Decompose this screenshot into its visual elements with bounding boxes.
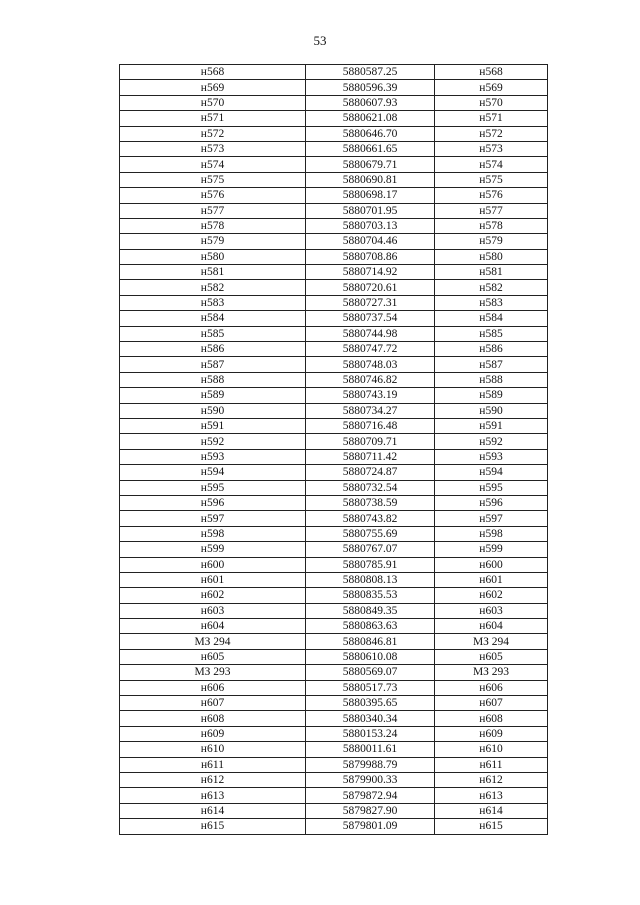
point-name-repeat-cell: н604: [435, 619, 548, 634]
point-name-repeat-cell: н581: [435, 265, 548, 280]
table-row: [120, 465, 548, 480]
table-row: [120, 665, 548, 680]
point-name-cell: н573: [120, 141, 306, 156]
coordinate-cell: 5880704.46: [306, 234, 435, 249]
point-name-cell: н611: [120, 757, 306, 772]
point-name-cell: н600: [120, 557, 306, 572]
point-name-cell: н604: [120, 619, 306, 634]
table-row: [120, 572, 548, 587]
point-name-cell: н615: [120, 819, 306, 834]
table-row: [120, 542, 548, 557]
point-name-cell: н582: [120, 280, 306, 295]
coordinate-cell: 5880587.25: [306, 65, 435, 80]
point-name-cell: н602: [120, 588, 306, 603]
table-row: [120, 803, 548, 818]
point-name-cell: н596: [120, 495, 306, 510]
point-name-cell: н608: [120, 711, 306, 726]
point-name-repeat-cell: н583: [435, 295, 548, 310]
table-row: [120, 311, 548, 326]
point-name-repeat-cell: н612: [435, 772, 548, 787]
coordinate-cell: 5879801.09: [306, 819, 435, 834]
point-name-repeat-cell: н575: [435, 172, 548, 187]
table-row: [120, 111, 548, 126]
point-name-cell: н584: [120, 311, 306, 326]
table-row: [120, 772, 548, 787]
coordinate-cell: 5880748.03: [306, 357, 435, 372]
point-name-repeat-cell: н576: [435, 188, 548, 203]
coordinate-cell: 5880621.08: [306, 111, 435, 126]
table-row: [120, 218, 548, 233]
point-name-repeat-cell: н598: [435, 526, 548, 541]
point-name-repeat-cell: н610: [435, 742, 548, 757]
point-name-repeat-cell: н591: [435, 418, 548, 433]
coordinate-cell: 5880744.98: [306, 326, 435, 341]
coordinate-cell: 5880708.86: [306, 249, 435, 264]
table-row: [120, 403, 548, 418]
point-name-cell: н592: [120, 434, 306, 449]
table-row: [120, 280, 548, 295]
coordinate-cell: 5880709.71: [306, 434, 435, 449]
coordinate-cell: 5880724.87: [306, 465, 435, 480]
table-row: [120, 819, 548, 834]
point-name-cell: н594: [120, 465, 306, 480]
coordinate-cell: 5880340.34: [306, 711, 435, 726]
coordinate-cell: 5880011.61: [306, 742, 435, 757]
point-name-repeat-cell: н589: [435, 388, 548, 403]
point-name-repeat-cell: н594: [435, 465, 548, 480]
point-name-repeat-cell: н568: [435, 65, 548, 80]
coordinate-cell: 5880863.63: [306, 619, 435, 634]
point-name-cell: н586: [120, 342, 306, 357]
point-name-cell: н601: [120, 572, 306, 587]
point-name-repeat-cell: н574: [435, 157, 548, 172]
point-name-repeat-cell: н605: [435, 649, 548, 664]
point-name-repeat-cell: н577: [435, 203, 548, 218]
coordinate-cell: 5880661.65: [306, 141, 435, 156]
coordinate-cell: 5880698.17: [306, 188, 435, 203]
coordinate-cell: 5879827.90: [306, 803, 435, 818]
coordinate-cell: 5880743.82: [306, 511, 435, 526]
coordinate-cell: 5879872.94: [306, 788, 435, 803]
table-row: [120, 265, 548, 280]
table-row: [120, 619, 548, 634]
coordinate-cell: 5880849.35: [306, 603, 435, 618]
coordinate-cell: 5880743.19: [306, 388, 435, 403]
coordinate-cell: 5880732.54: [306, 480, 435, 495]
coordinate-cell: 5880607.93: [306, 95, 435, 110]
table-row: [120, 588, 548, 603]
point-name-cell: н603: [120, 603, 306, 618]
coordinate-cell: 5880569.07: [306, 665, 435, 680]
point-name-cell: н580: [120, 249, 306, 264]
coordinate-cell: 5880734.27: [306, 403, 435, 418]
table-row: [120, 726, 548, 741]
table-row: [120, 295, 548, 310]
point-name-repeat-cell: н584: [435, 311, 548, 326]
coordinate-cell: 5879900.33: [306, 772, 435, 787]
table-row: [120, 696, 548, 711]
coordinate-cell: 5880646.70: [306, 126, 435, 141]
table-row: [120, 388, 548, 403]
coordinate-cell: 5880746.82: [306, 372, 435, 387]
point-name-repeat-cell: н585: [435, 326, 548, 341]
point-name-repeat-cell: н615: [435, 819, 548, 834]
point-name-repeat-cell: н593: [435, 449, 548, 464]
point-name-cell: н610: [120, 742, 306, 757]
point-name-cell: н595: [120, 480, 306, 495]
point-name-repeat-cell: н570: [435, 95, 548, 110]
point-name-repeat-cell: МЗ 293: [435, 665, 548, 680]
point-name-cell: н575: [120, 172, 306, 187]
coordinate-cell: 5880737.54: [306, 311, 435, 326]
point-name-repeat-cell: н595: [435, 480, 548, 495]
point-name-cell: н574: [120, 157, 306, 172]
point-name-cell: н578: [120, 218, 306, 233]
point-name-repeat-cell: н608: [435, 711, 548, 726]
point-name-cell: н587: [120, 357, 306, 372]
table-row: [120, 649, 548, 664]
table-row: [120, 634, 548, 649]
point-name-repeat-cell: н607: [435, 696, 548, 711]
table-row: [120, 80, 548, 95]
point-name-cell: н581: [120, 265, 306, 280]
coordinate-cell: 5880727.31: [306, 295, 435, 310]
table-row: [120, 357, 548, 372]
point-name-repeat-cell: н614: [435, 803, 548, 818]
point-name-cell: н605: [120, 649, 306, 664]
coordinate-cell: 5880610.08: [306, 649, 435, 664]
coordinate-cell: 5880679.71: [306, 157, 435, 172]
point-name-repeat-cell: н611: [435, 757, 548, 772]
coordinate-cell: 5880703.13: [306, 218, 435, 233]
point-name-cell: н590: [120, 403, 306, 418]
table-row: [120, 157, 548, 172]
table-row: [120, 418, 548, 433]
coordinate-cell: 5880808.13: [306, 572, 435, 587]
point-name-repeat-cell: н580: [435, 249, 548, 264]
point-name-cell: н597: [120, 511, 306, 526]
point-name-repeat-cell: н592: [435, 434, 548, 449]
table-row: [120, 434, 548, 449]
point-name-repeat-cell: н606: [435, 680, 548, 695]
table-row: [120, 249, 548, 264]
table-row: [120, 711, 548, 726]
point-name-cell: н607: [120, 696, 306, 711]
point-name-cell: н606: [120, 680, 306, 695]
table-row: [120, 511, 548, 526]
point-name-cell: н583: [120, 295, 306, 310]
point-name-cell: н569: [120, 80, 306, 95]
table-row: [120, 342, 548, 357]
point-name-cell: н591: [120, 418, 306, 433]
point-name-repeat-cell: н587: [435, 357, 548, 372]
point-name-cell: н579: [120, 234, 306, 249]
point-name-cell: н593: [120, 449, 306, 464]
coordinate-cell: 5880720.61: [306, 280, 435, 295]
coordinate-cell: 5880846.81: [306, 634, 435, 649]
table-row: [120, 372, 548, 387]
table-body: [120, 65, 548, 835]
table-row: [120, 172, 548, 187]
table-row: [120, 449, 548, 464]
table-row: [120, 680, 548, 695]
point-name-repeat-cell: н588: [435, 372, 548, 387]
point-name-cell: н571: [120, 111, 306, 126]
coordinate-cell: 5880767.07: [306, 542, 435, 557]
point-name-repeat-cell: н586: [435, 342, 548, 357]
table-row: [120, 234, 548, 249]
point-name-cell: н585: [120, 326, 306, 341]
coordinate-cell: 5880395.65: [306, 696, 435, 711]
coordinate-cell: 5880711.42: [306, 449, 435, 464]
coordinate-cell: 5880716.48: [306, 418, 435, 433]
coordinate-cell: 5880701.95: [306, 203, 435, 218]
point-name-cell: н572: [120, 126, 306, 141]
point-name-cell: н609: [120, 726, 306, 741]
table-row: [120, 95, 548, 110]
point-name-repeat-cell: н573: [435, 141, 548, 156]
page-number: 53: [313, 33, 327, 48]
table-row: [120, 742, 548, 757]
point-name-repeat-cell: МЗ 294: [435, 634, 548, 649]
point-name-repeat-cell: н578: [435, 218, 548, 233]
point-name-repeat-cell: н613: [435, 788, 548, 803]
table-row: [120, 557, 548, 572]
point-name-cell: н612: [120, 772, 306, 787]
point-name-cell: н589: [120, 388, 306, 403]
table-row: [120, 480, 548, 495]
point-name-repeat-cell: н609: [435, 726, 548, 741]
point-name-repeat-cell: н603: [435, 603, 548, 618]
coordinate-cell: 5880835.53: [306, 588, 435, 603]
point-name-repeat-cell: н579: [435, 234, 548, 249]
point-name-cell: н577: [120, 203, 306, 218]
table-row: [120, 141, 548, 156]
point-name-cell: МЗ 294: [120, 634, 306, 649]
coordinate-cell: 5880517.73: [306, 680, 435, 695]
point-name-repeat-cell: н596: [435, 495, 548, 510]
point-name-repeat-cell: н597: [435, 511, 548, 526]
coordinate-cell: 5879988.79: [306, 757, 435, 772]
point-name-cell: МЗ 293: [120, 665, 306, 680]
point-name-cell: н599: [120, 542, 306, 557]
point-name-cell: н576: [120, 188, 306, 203]
table-row: [120, 65, 548, 80]
point-name-repeat-cell: н600: [435, 557, 548, 572]
coordinate-cell: 5880690.81: [306, 172, 435, 187]
coordinate-cell: 5880785.91: [306, 557, 435, 572]
coordinate-cell: 5880755.69: [306, 526, 435, 541]
table-row: [120, 126, 548, 141]
table-row: [120, 526, 548, 541]
point-name-cell: н588: [120, 372, 306, 387]
table-row: [120, 757, 548, 772]
coordinate-cell: 5880596.39: [306, 80, 435, 95]
point-name-cell: н598: [120, 526, 306, 541]
coordinate-cell: 5880714.92: [306, 265, 435, 280]
point-name-cell: н614: [120, 803, 306, 818]
table-row: [120, 788, 548, 803]
table-row: [120, 495, 548, 510]
point-name-repeat-cell: н571: [435, 111, 548, 126]
point-name-cell: н570: [120, 95, 306, 110]
point-name-repeat-cell: н572: [435, 126, 548, 141]
table-row: [120, 203, 548, 218]
coordinate-cell: 5880738.59: [306, 495, 435, 510]
table-row: [120, 603, 548, 618]
coordinates-table: [119, 64, 548, 835]
point-name-repeat-cell: н599: [435, 542, 548, 557]
point-name-cell: н613: [120, 788, 306, 803]
point-name-cell: н568: [120, 65, 306, 80]
coordinate-cell: 5880747.72: [306, 342, 435, 357]
point-name-repeat-cell: н569: [435, 80, 548, 95]
point-name-repeat-cell: н590: [435, 403, 548, 418]
table-row: [120, 188, 548, 203]
table-row: [120, 326, 548, 341]
point-name-repeat-cell: н601: [435, 572, 548, 587]
point-name-repeat-cell: н602: [435, 588, 548, 603]
coordinate-cell: 5880153.24: [306, 726, 435, 741]
point-name-repeat-cell: н582: [435, 280, 548, 295]
